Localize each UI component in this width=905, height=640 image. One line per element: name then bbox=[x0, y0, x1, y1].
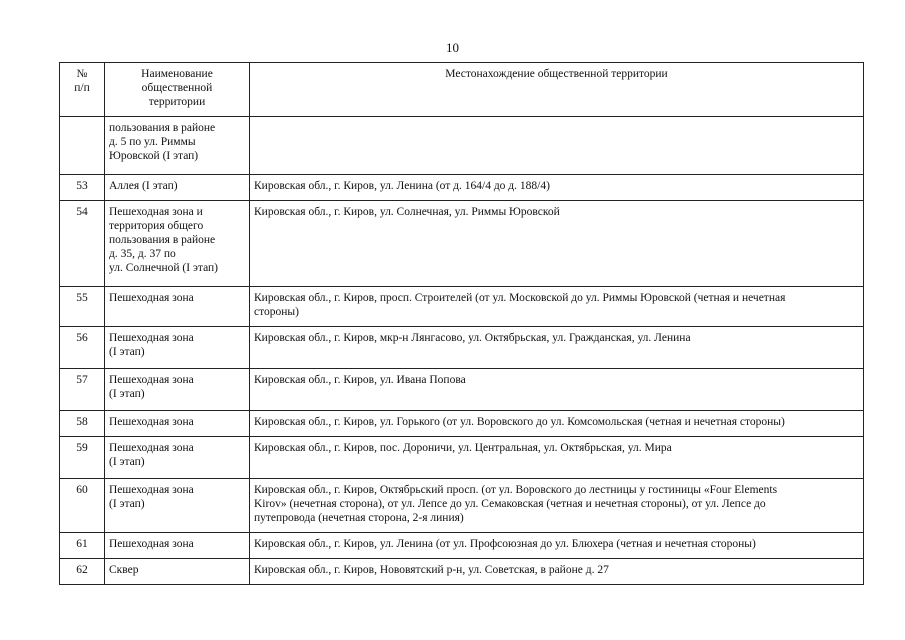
row-location bbox=[250, 117, 864, 175]
row-number: 58 bbox=[60, 411, 105, 437]
row-location: Кировская обл., г. Киров, Нововятский р-н, ул. Советская, в районе д. 27 bbox=[250, 559, 864, 585]
table-row bbox=[60, 479, 864, 533]
row-number: 60 bbox=[60, 479, 105, 533]
header-location: Местонахождение общественной территории bbox=[250, 63, 864, 117]
row-location: Кировская обл., г. Киров, мкр-н Лянгасово, ул. Октябрьская, ул. Гражданская, ул. Ленина bbox=[250, 327, 864, 369]
row-number: 55 bbox=[60, 287, 105, 327]
table-row bbox=[60, 559, 864, 585]
row-location: Кировская обл., г. Киров, ул. Солнечная, ул. Риммы Юровской bbox=[250, 201, 864, 287]
table-row bbox=[60, 175, 864, 201]
row-name: Пешеходная зона и территория общего пользования в районе д. 35, д. 37 по ул. Солнечной (I этап) bbox=[105, 201, 250, 287]
table-row bbox=[60, 411, 864, 437]
row-number bbox=[60, 117, 105, 175]
table-row bbox=[60, 327, 864, 369]
row-name: Пешеходная зона bbox=[105, 287, 250, 327]
row-number: 62 bbox=[60, 559, 105, 585]
row-location: Кировская обл., г. Киров, пос. Дороничи, ул. Центральная, ул. Октябрьская, ул. Мира bbox=[250, 437, 864, 479]
page-number: 10 bbox=[446, 40, 459, 55]
table-row-continuation bbox=[60, 117, 864, 175]
row-number: 59 bbox=[60, 437, 105, 479]
row-location: Кировская обл., г. Киров, ул. Горького (от ул. Воровского до ул. Комсомольская (четная и нечетная стороны) bbox=[250, 411, 864, 437]
row-location: Кировская обл., г. Киров, просп. Строителей (от ул. Московской до ул. Риммы Юровской (четная и нечетная стороны) bbox=[250, 287, 864, 327]
row-number: 56 bbox=[60, 327, 105, 369]
public-territories-table bbox=[59, 62, 864, 585]
row-name: Пешеходная зона (I этап) bbox=[105, 327, 250, 369]
row-name: Пешеходная зона bbox=[105, 533, 250, 559]
row-name: Пешеходная зона (I этап) bbox=[105, 437, 250, 479]
row-number: 57 bbox=[60, 369, 105, 411]
row-number: 54 bbox=[60, 201, 105, 287]
row-location: Кировская обл., г. Киров, Октябрьский просп. (от ул. Воровского до лестницы у гостиницы «Four Elements Kirov» (нечетная сторона), от ул. Лепсе до ул. Семаковская (четная и нечетная стороны), от ул. Лепсе до путепровода (нечетная сторона, 2-я линия) bbox=[250, 479, 864, 533]
header-name: Наименование общественной территории bbox=[105, 63, 250, 117]
table-header-row bbox=[60, 63, 864, 117]
row-name: Пешеходная зона (I этап) bbox=[105, 479, 250, 533]
table-row bbox=[60, 369, 864, 411]
row-name: Пешеходная зона (I этап) bbox=[105, 369, 250, 411]
row-name: пользования в районе д. 5 по ул. Риммы Юровской (I этап) bbox=[105, 117, 250, 175]
row-location: Кировская обл., г. Киров, ул. Ленина (от д. 164/4 до д. 188/4) bbox=[250, 175, 864, 201]
row-name: Сквер bbox=[105, 559, 250, 585]
table-row bbox=[60, 287, 864, 327]
row-location: Кировская обл., г. Киров, ул. Ивана Попова bbox=[250, 369, 864, 411]
row-number: 53 bbox=[60, 175, 105, 201]
table-row bbox=[60, 437, 864, 479]
row-location: Кировская обл., г. Киров, ул. Ленина (от ул. Профсоюзная до ул. Блюхера (четная и нечетная стороны) bbox=[250, 533, 864, 559]
row-number: 61 bbox=[60, 533, 105, 559]
row-name: Пешеходная зона bbox=[105, 411, 250, 437]
table-row bbox=[60, 201, 864, 287]
header-number: № п/п bbox=[60, 63, 105, 117]
row-name: Аллея (I этап) bbox=[105, 175, 250, 201]
table-row bbox=[60, 533, 864, 559]
